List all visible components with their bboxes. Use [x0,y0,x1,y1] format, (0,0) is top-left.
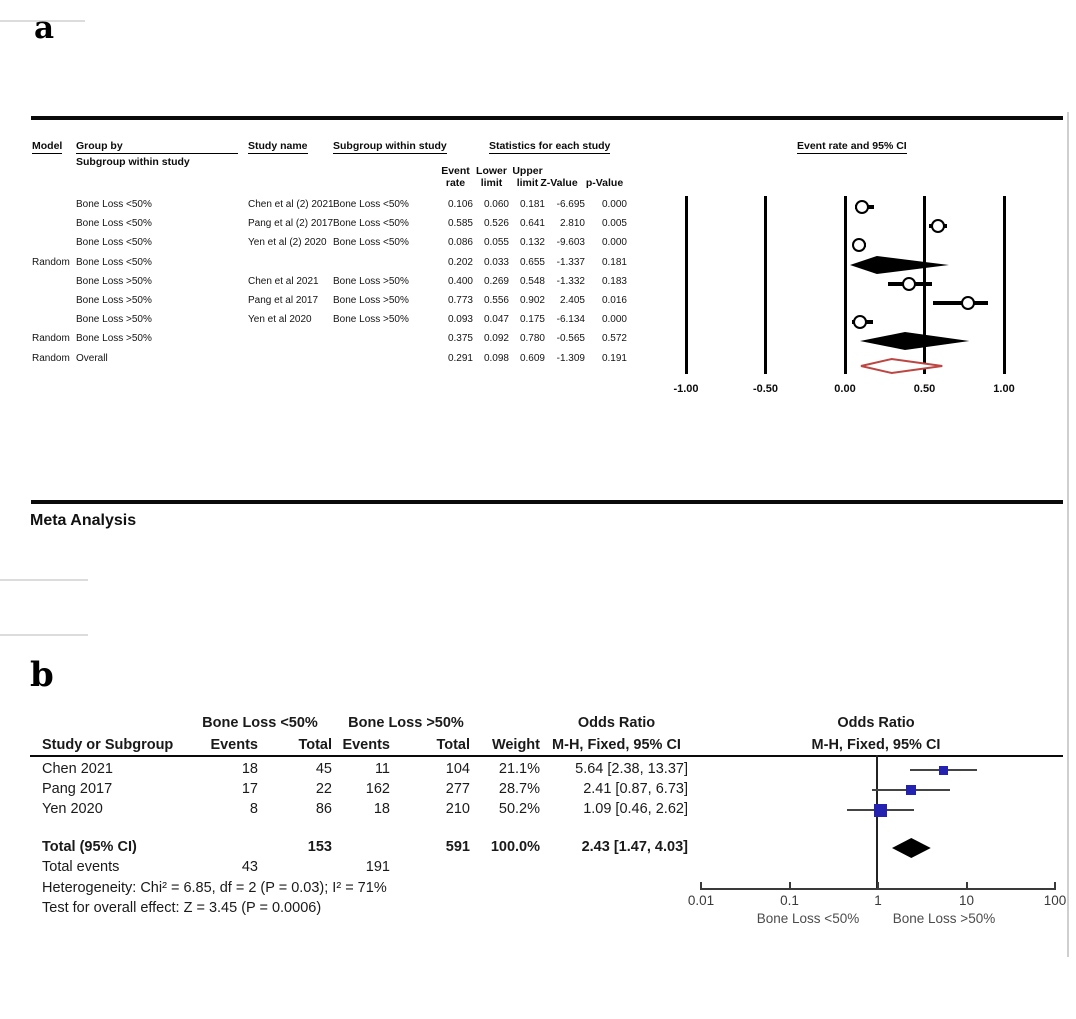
group-cell: Bone Loss <50% [76,199,152,210]
group-cell: Bone Loss >50% [76,275,152,287]
events2-cell: 162 [365,781,390,797]
p-value-cell: 0.000 [601,237,627,249]
model-cell: Random [32,333,70,345]
col-header-total1: Total [298,737,332,753]
z-value-cell: -6.695 [556,199,585,210]
total2-cell: 277 [445,781,470,797]
lower-limit-cell: 0.033 [483,256,509,268]
lower-limit-cell: 0.060 [483,199,509,210]
total2-cell: 210 [445,801,470,817]
total-row-total2: 591 [445,839,470,855]
study-cell: Yen 2020 [42,801,103,817]
events1-cell: 18 [241,761,258,777]
lower-limit-cell: 0.269 [483,275,509,287]
events1-cell: 17 [241,781,258,797]
x-axis-tick [966,882,968,889]
grid-line [764,196,767,374]
event-rate-cell: 0.291 [447,352,473,364]
p-value-cell: 0.572 [601,333,627,345]
total-events-label: Total events [42,859,120,875]
meta-analysis-caption: Meta Analysis [30,512,137,529]
lower-limit-cell: 0.055 [483,237,509,249]
panel-a-bottom-rule [31,500,1063,504]
z-value-cell: 2.405 [559,295,585,306]
col-header-weight: Weight [491,737,540,753]
group-cell: Bone Loss >50% [76,295,152,306]
overall-effect-text: Test for overall effect: Z = 3.45 (P = 0.0006) [42,900,322,916]
x-axis-tick [877,882,879,889]
study-cell: Chen 2021 [42,761,113,777]
weight-cell: 50.2% [498,801,540,817]
scan-artifact-line [0,634,88,636]
odds-ratio-cell: 5.64 [2.38, 13.37] [575,761,688,777]
upper-limit-cell: 0.132 [519,237,545,249]
col-header-group-by-sub: Subgroup within study [76,156,190,168]
event-rate-point [853,315,867,329]
upper-limit-cell: 0.780 [519,333,545,345]
grid-line [685,196,688,374]
axis-group-label-left: Bone Loss <50% [756,911,860,926]
event-rate-cell: 0.400 [447,275,473,287]
grid-line [1003,196,1006,374]
event-rate-cell: 0.375 [447,333,473,345]
upper-limit-cell: 0.609 [519,352,545,364]
summary-diamond [860,332,969,350]
event-rate-cell: 0.202 [447,256,473,268]
overall-diamond [861,359,942,373]
total-row-or: 2.43 [1.47, 4.03] [581,839,688,855]
event-rate-cell: 0.773 [447,295,473,306]
p-value-cell: 0.000 [601,314,627,326]
event-rate-cell: 0.585 [447,218,473,230]
upper-limit-cell: 0.548 [519,275,545,287]
col-header-study-name: Study name [248,140,308,152]
no-effect-line [876,755,878,889]
p-value-cell: 0.181 [601,256,627,268]
or-column-title: Odds Ratio [577,715,656,731]
event-rate-cell: 0.093 [447,314,473,326]
x-axis-tick-label: -0.50 [752,383,779,395]
col-header-study-or-subgroup: Study or Subgroup [42,737,174,753]
x-axis-tick-label: -1.00 [673,383,699,395]
odds-ratio-cell: 1.09 [0.46, 2.62] [583,801,688,817]
subgroup-cell: Bone Loss <50% [333,199,409,210]
study-name-cell: Yen et al 2020 [248,314,312,326]
z-value-cell: -6.134 [556,314,585,326]
z-value-cell: 2.810 [559,218,585,230]
study-name-cell: Pang et al 2017 [248,295,319,306]
x-axis-tick-label: 100 [1043,893,1067,908]
upper-limit-cell: 0.181 [519,199,545,210]
group-cell: Bone Loss <50% [76,237,152,249]
x-axis-tick [700,882,702,889]
col-header-events2: Events [342,737,390,753]
upper-limit-cell: 0.641 [519,218,545,230]
total-row-total1: 153 [307,839,332,855]
x-axis-tick-label: 1 [874,893,882,908]
x-axis-tick-label: 0.00 [834,383,856,395]
subgroup-cell: Bone Loss <50% [333,218,409,230]
study-cell: Pang 2017 [42,781,113,797]
z-value-cell: -1.309 [556,352,585,364]
p-value-cell: 0.005 [601,218,627,230]
x-axis-tick-label: 0.1 [780,893,799,908]
p-value-cell: 0.191 [601,352,627,364]
z-value-cell: -1.337 [556,256,585,268]
odds-ratio-square [906,785,916,795]
subgroup-cell: Bone Loss >50% [333,295,409,306]
panel-a-top-rule [31,116,1063,120]
x-axis-tick-label: 0.01 [687,893,715,908]
panel-b-header-rule [30,755,1063,757]
study-name-cell: Yen et al (2) 2020 [248,237,327,249]
subgroup-cell: Bone Loss >50% [333,275,409,287]
grid-line [844,196,847,374]
col-header-group-by: Group by [76,140,238,154]
stat-header-event-rate: Event rate [441,165,470,189]
panel-a-label: a [34,10,55,46]
study-name-cell: Chen et al (2) 2021 [248,199,334,210]
plot-a-title: Event rate and 95% CI [797,140,907,152]
z-value-cell: -9.603 [556,237,585,249]
subgroup-cell: Bone Loss >50% [333,314,409,326]
x-axis-tick [789,882,791,889]
weight-cell: 28.7% [498,781,540,797]
events2-cell: 18 [373,801,390,817]
z-value-cell: -1.332 [556,275,585,287]
group-cell: Overall [76,352,108,364]
group-cell: Bone Loss <50% [76,256,152,268]
scan-artifact-line [0,579,88,581]
stat-header-z-value: Z-Value [540,177,578,189]
col-header-model: Model [32,140,63,152]
study-name-cell: Chen et al 2021 [248,275,319,287]
total1-cell: 45 [315,761,332,777]
col-header-total2: Total [436,737,470,753]
weight-cell: 21.1% [498,761,540,777]
event-rate-cell: 0.106 [447,199,473,210]
event-rate-point [931,219,945,233]
upper-limit-cell: 0.902 [519,295,545,306]
model-cell: Random [32,256,70,268]
summary-diamond [850,256,949,274]
total-diamond [892,838,931,858]
lower-limit-cell: 0.092 [483,333,509,345]
events2-cell: 11 [374,761,390,777]
lower-limit-cell: 0.098 [483,352,509,364]
event-rate-cell: 0.086 [447,237,473,249]
stat-header-lower-limit: Lower limit [476,165,507,189]
lower-limit-cell: 0.047 [483,314,509,326]
x-axis-tick-label: 1.00 [993,383,1015,395]
upper-limit-cell: 0.655 [519,256,545,268]
lower-limit-cell: 0.556 [483,295,509,306]
total1-cell: 22 [315,781,332,797]
odds-ratio-square [939,766,948,775]
panel-b-label: b [30,655,54,695]
p-value-cell: 0.183 [601,275,627,287]
subgroup-cell: Bone Loss <50% [333,237,409,249]
group1-header: Bone Loss <50% [202,715,318,731]
group-cell: Bone Loss >50% [76,333,152,345]
heterogeneity-text: Heterogeneity: Chi² = 6.85, df = 2 (P = 0.03); I² = 71% [42,880,387,896]
total-row-weight: 100.0% [490,839,540,855]
total-events-2: 191 [365,859,390,875]
total-row-label: Total (95% CI) [42,839,137,855]
plot-b-title: Odds Ratio [837,715,915,731]
event-rate-point [902,277,916,291]
col-header-statistics: Statistics for each study [489,140,611,152]
group-cell: Bone Loss >50% [76,314,152,326]
study-name-cell: Pang et al (2) 2017 [248,218,334,230]
stat-header-upper-limit: Upper limit [512,165,543,189]
odds-ratio-cell: 2.41 [0.87, 6.73] [583,781,688,797]
lower-limit-cell: 0.526 [483,218,509,230]
x-axis-tick [1054,882,1056,889]
total-events-1: 43 [241,859,258,875]
upper-limit-cell: 0.175 [519,314,545,326]
event-rate-point [961,296,975,310]
z-value-cell: -0.565 [556,333,585,345]
group2-header: Bone Loss >50% [348,715,464,731]
group-cell: Bone Loss <50% [76,218,152,230]
col-header-subgroup: Subgroup within study [333,140,447,152]
p-value-cell: 0.000 [601,199,627,210]
axis-group-label-right: Bone Loss >50% [892,911,996,926]
scan-artifact-edge [1067,112,1069,957]
event-rate-point [855,200,869,214]
col-header-events1: Events [210,737,258,753]
p-value-cell: 0.016 [601,295,627,306]
odds-ratio-square [874,804,887,817]
x-axis-tick-label: 10 [958,893,975,908]
total2-cell: 104 [445,761,470,777]
or-column-subtitle: M-H, Fixed, 95% CI [552,737,681,753]
plot-b-subtitle: M-H, Fixed, 95% CI [811,737,941,753]
events1-cell: 8 [249,801,258,817]
stat-header-p-value: p-Value [585,177,624,189]
event-rate-point [852,238,866,252]
total1-cell: 86 [315,801,332,817]
x-axis-tick-label: 0.50 [913,383,936,395]
model-cell: Random [32,352,70,364]
